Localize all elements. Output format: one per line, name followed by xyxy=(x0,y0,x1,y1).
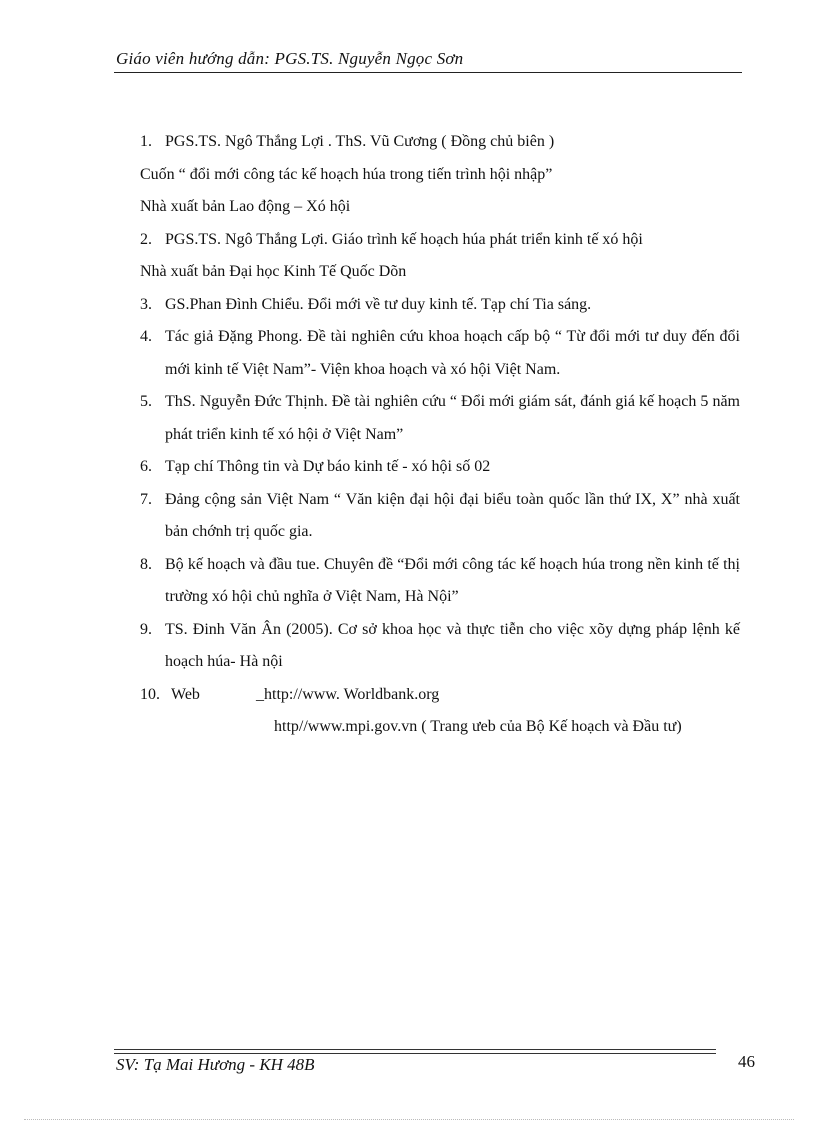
reference-number: 4. xyxy=(140,328,152,345)
reference-text: Đảng cộng sản Việt Nam “ Văn kiện đại hội đại biểu toàn quốc lần thứ IX, X” nhà xuất bản chớnh trị quốc gia. xyxy=(165,490,740,540)
reference-text: GS.Phan Đình Chiểu. Đổi mới về tư duy kinh tế. Tạp chí Tia sáng. xyxy=(165,295,592,313)
reference-item xyxy=(140,614,740,679)
reference-item xyxy=(140,126,740,159)
reference-text: PGS.TS. Ngô Thắng Lợi . ThS. Vũ Cương ( Đồng chủ biên ) xyxy=(165,133,555,150)
page-number: 46 xyxy=(738,1052,755,1071)
page-edge-divider xyxy=(24,1119,794,1120)
page-header: Giáo viên hướng dẫn: PGS.TS. Nguyễn Ngọc Sơn xyxy=(116,49,464,68)
reference-text: TS. Đinh Văn Ân (2005). Cơ sở khoa học và thực tiễn cho việc xõy dựng pháp lệnh kế hoạch húa- Hà nội xyxy=(165,620,740,670)
reference-item-web xyxy=(140,679,740,712)
reference-number: 5. xyxy=(140,393,152,410)
reference-number: 9. xyxy=(140,620,152,638)
reference-item xyxy=(140,451,740,484)
reference-item xyxy=(140,386,740,451)
reference-list xyxy=(140,126,740,744)
reference-number: 6. xyxy=(140,458,152,475)
reference-number: 10. xyxy=(140,685,160,703)
reference-text: ThS. Nguyễn Đức Thịnh. Đề tài nghiên cứu “ Đổi mới giám sát, đánh giá kế hoạch 5 năm phát triển kinh tế xó hội ở Việt Nam” xyxy=(165,393,740,443)
reference-text: Bộ kế hoạch và đầu tue. Chuyên đề “Đổi mới công tác kế hoạch húa trong nền kinh tế thị trường xó hội chủ nghĩa ở Việt Nam, Hà Nội” xyxy=(165,555,740,605)
reference-item xyxy=(140,224,740,257)
reference-item xyxy=(140,549,740,614)
header-rule xyxy=(114,72,742,73)
reference-publisher: Nhà xuất bản Đại học Kinh Tế Quốc Dõn xyxy=(140,263,407,280)
reference-item xyxy=(140,289,740,322)
worldbank-link[interactable]: _http://www. Worldbank.org xyxy=(256,685,440,703)
reference-text: Tạp chí Thông tin và Dự báo kinh tế - xó hội số 02 xyxy=(165,458,491,475)
reference-text: Tác giả Đặng Phong. Đề tài nghiên cứu khoa hoạch cấp bộ “ Từ đổi mới tư duy đến đổi mới kinh tế Việt Nam”- Viện khoa hoạch và xó hội Việt Nam. xyxy=(165,328,740,378)
reference-number: 7. xyxy=(140,490,152,508)
web-label: Web xyxy=(171,685,200,703)
reference-number: 2. xyxy=(140,230,152,248)
reference-item xyxy=(140,484,740,549)
reference-text: PGS.TS. Ngô Thắng Lợi. Giáo trình kế hoạch húa phát triển kinh tế xó hội xyxy=(165,230,643,248)
reference-number: 1. xyxy=(140,133,152,150)
reference-number: 3. xyxy=(140,295,152,313)
reference-item xyxy=(140,321,740,386)
page-footer: SV: Tạ Mai Hương - KH 48B xyxy=(116,1055,315,1074)
mpi-link[interactable]: http//www.mpi.gov.vn ( Trang ưeb của Bộ Kế hoạch và Đầu tư) xyxy=(274,718,682,735)
reference-number: 8. xyxy=(140,555,152,573)
reference-publisher: Nhà xuất bản Lao động – Xó hội xyxy=(140,198,351,215)
footer-rule xyxy=(114,1049,716,1050)
footer-rule xyxy=(114,1053,716,1054)
reference-continuation: Cuốn “ đổi mới công tác kế hoạch húa trong tiến trình hội nhập” xyxy=(140,165,553,183)
